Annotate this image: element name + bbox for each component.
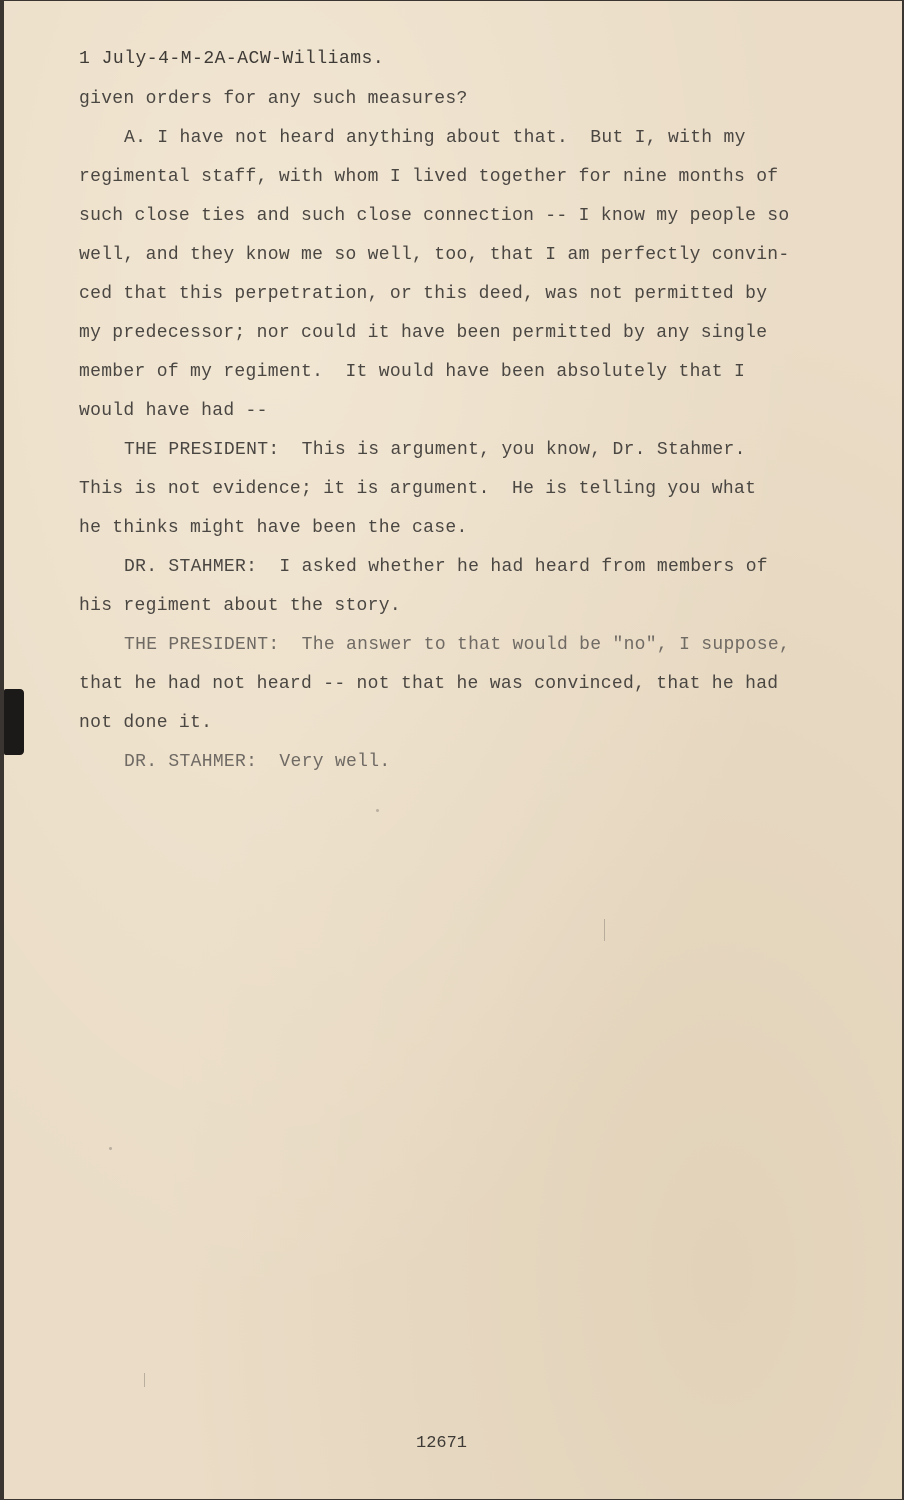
text-line: DR. STAHMER: I asked whether he had heard from members of [124, 557, 768, 577]
text-line: THE PRESIDENT: This is argument, you know, Dr. Stahmer. [124, 440, 746, 460]
paper-scratch [604, 919, 605, 941]
text-line: his regiment about the story. [79, 596, 401, 616]
text-line: given orders for any such measures? [79, 89, 468, 109]
text-line: member of my regiment. It would have been absolutely that I [79, 362, 746, 382]
paper-speck [376, 809, 379, 812]
text-line: ced that this perpetration, or this deed, was not permitted by [79, 284, 768, 304]
transcript-body [79, 88, 839, 790]
paper-scratch [144, 1373, 145, 1387]
text-line: regimental staff, with whom I lived together for nine months of [79, 167, 779, 187]
text-line: THE PRESIDENT: The answer to that would be "no", I suppose, [124, 635, 791, 655]
text-line: would have had -- [79, 401, 268, 421]
page-number: 12671 [416, 1434, 468, 1453]
text-line: not done it. [79, 713, 213, 733]
document-header: 1 July-4-M-2A-ACW-Williams. [79, 49, 385, 69]
text-line: my predecessor; nor could it have been permitted by any single [79, 323, 768, 343]
text-line: A. I have not heard anything about that. But I, with my [124, 128, 746, 148]
text-line: he thinks might have been the case. [79, 518, 468, 538]
text-line: well, and they know me so well, too, that I am perfectly convin- [79, 245, 790, 265]
binding-clip-mark [4, 689, 24, 755]
text-line: such close ties and such close connection -- I know my people so [79, 206, 790, 226]
text-line: DR. STAHMER: Very well. [124, 752, 391, 772]
text-line: This is not evidence; it is argument. He is telling you what [79, 479, 757, 499]
document-page [4, 1, 902, 1499]
paper-speck [109, 1147, 112, 1150]
text-line: that he had not heard -- not that he was convinced, that he had [79, 674, 779, 694]
